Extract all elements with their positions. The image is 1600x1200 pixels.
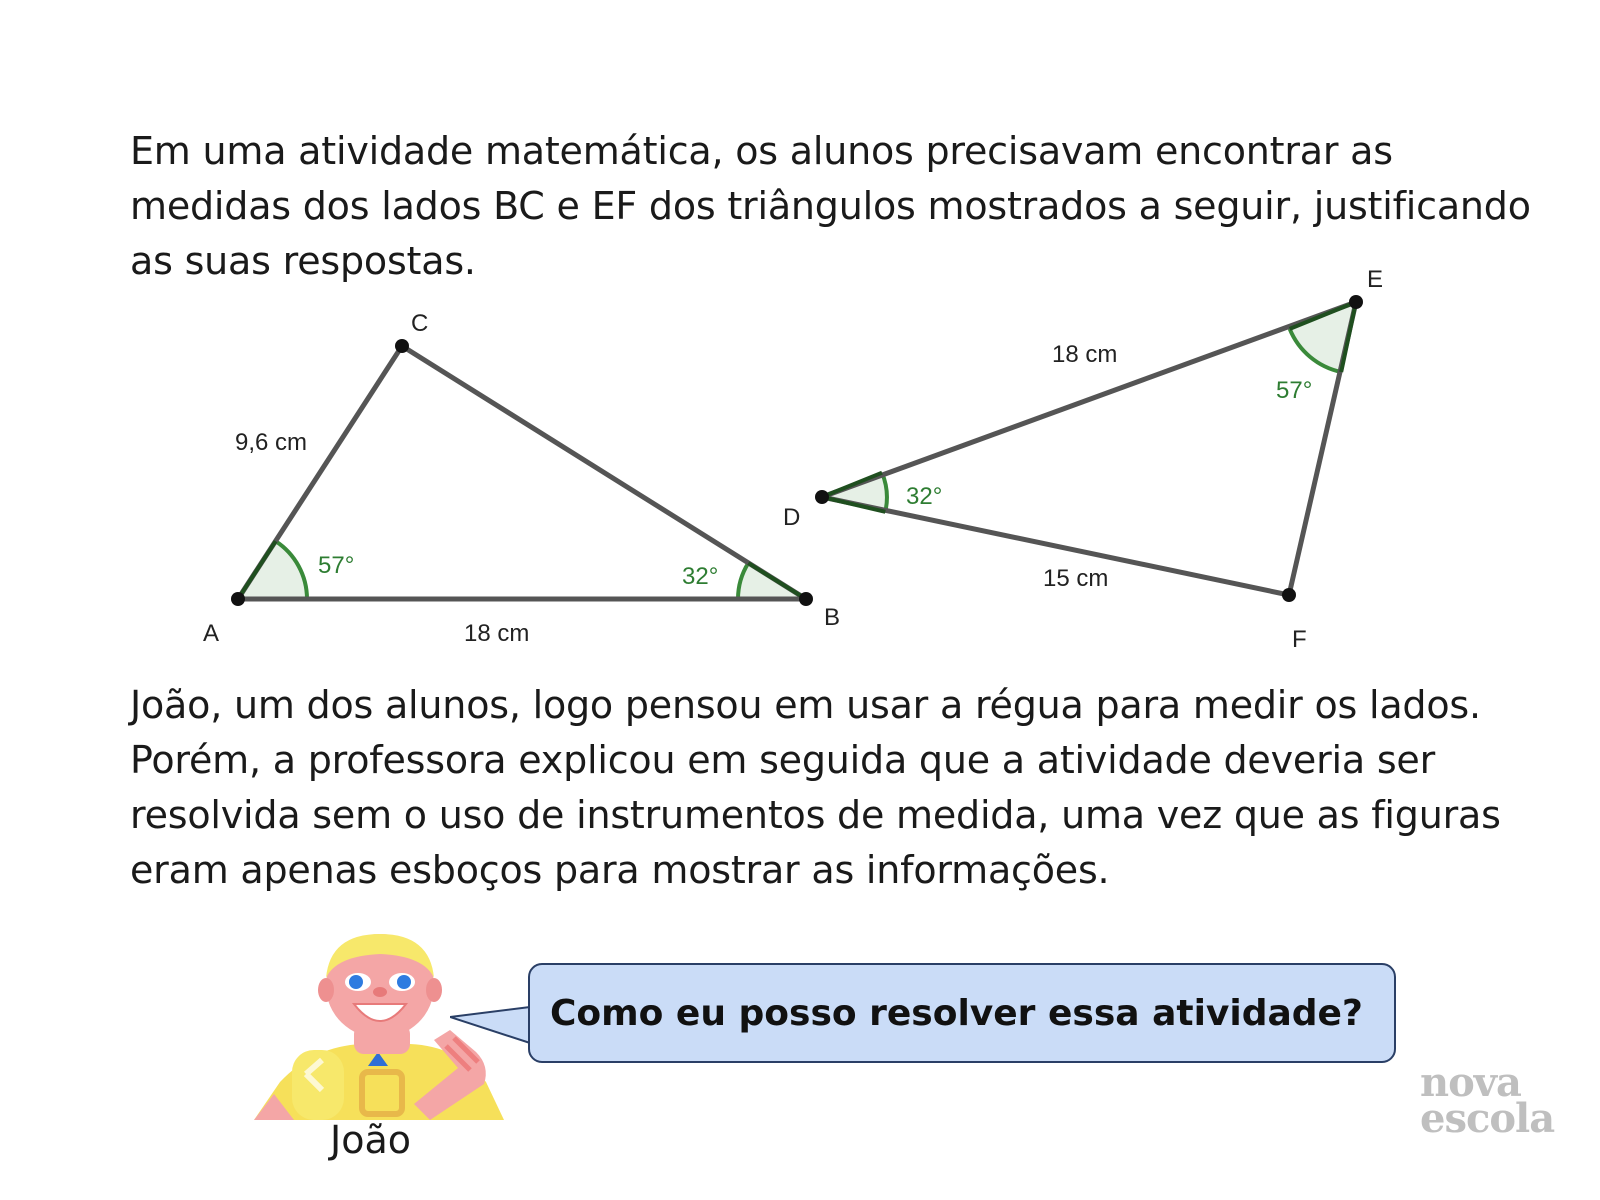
angle-e-value: 57° — [1276, 377, 1313, 404]
speech-bubble — [528, 963, 1396, 1063]
label-d: D — [783, 504, 801, 531]
triangle-def — [783, 266, 1383, 653]
angle-b-value: 32° — [682, 563, 719, 590]
story-paragraph: João, um dos alunos, logo pensou em usar a régua para medir os lados. Porém, a professora explicou em seguida que a atividade deveria ser resolvida sem o uso de instrumentos de medida, uma vez que as figuras eram apenas esboços para mostrar as informações. — [130, 683, 1501, 892]
side-ac-length: 9,6 cm — [235, 429, 308, 456]
label-a: A — [203, 620, 220, 647]
left-ear-shape — [318, 978, 334, 1002]
nose-shape — [373, 987, 387, 997]
side-df-length: 15 cm — [1043, 565, 1109, 592]
intro-paragraph: Em uma atividade matemática, os alunos precisavam encontrar as medidas dos lados BC e EF dos triângulos mostrados a seguir, justificando as suas respostas. — [130, 129, 1531, 283]
speech-bubble-tail — [450, 1005, 534, 1045]
side-ab-length: 18 cm — [464, 620, 530, 647]
right-ear-shape — [426, 978, 442, 1002]
label-c: C — [411, 310, 429, 337]
triangle-abc — [203, 310, 840, 647]
vertex-d — [815, 490, 829, 504]
logo-line-1: nova — [1420, 1059, 1521, 1106]
side-de-length: 18 cm — [1052, 341, 1118, 368]
side-bc — [402, 346, 806, 599]
nova-escola-logo — [1420, 1059, 1580, 1142]
right-iris-shape — [397, 975, 411, 989]
label-f: F — [1292, 626, 1307, 653]
vertex-b — [799, 592, 813, 606]
angle-d-value: 32° — [906, 483, 943, 510]
vertex-e — [1349, 295, 1363, 309]
angle-a-value: 57° — [318, 552, 355, 579]
label-e: E — [1367, 266, 1384, 293]
character-name: João — [330, 1118, 411, 1162]
vertex-c — [395, 339, 409, 353]
vertex-a — [231, 592, 245, 606]
label-b: B — [824, 604, 841, 631]
logo-line-2: escola — [1420, 1095, 1555, 1142]
bubble-tail-shape — [450, 1007, 530, 1043]
left-iris-shape — [349, 975, 363, 989]
vertex-f — [1282, 588, 1296, 602]
speech-question: Como eu posso resolver essa atividade? — [550, 992, 1363, 1034]
